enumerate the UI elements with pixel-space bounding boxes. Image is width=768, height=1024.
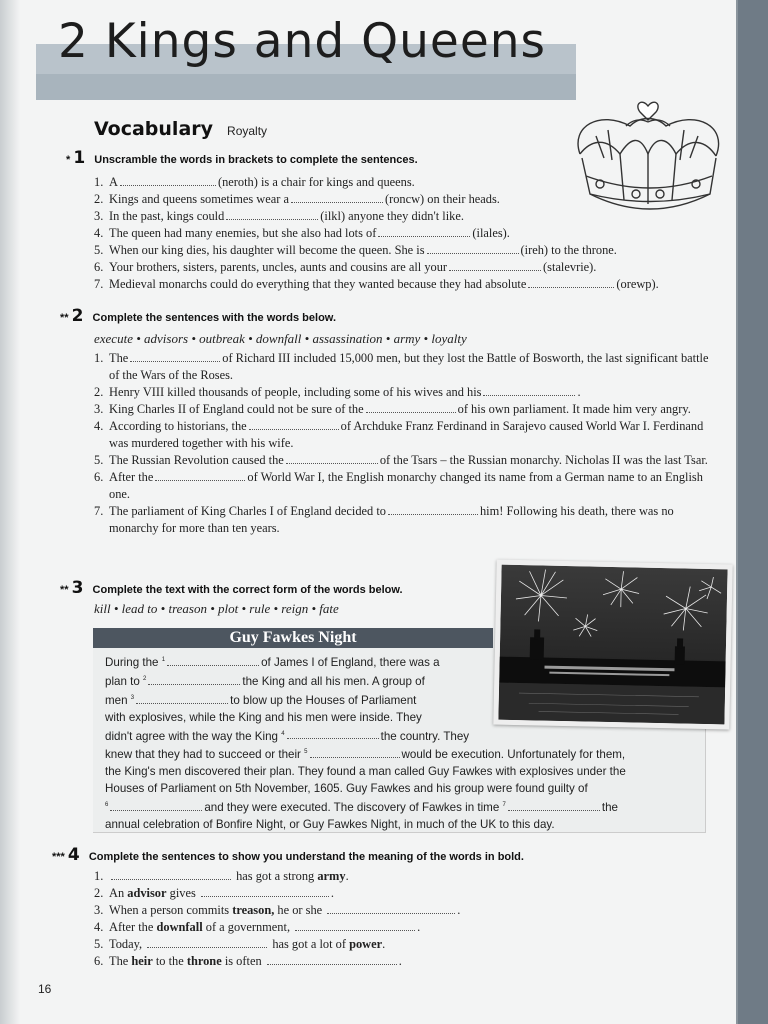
exercise-1-heading: [66, 148, 418, 168]
exercise-number: 2: [71, 306, 84, 326]
difficulty-stars: ***: [52, 851, 65, 863]
word-bank: kill • lead to • treason • plot • rule • reign • fate: [94, 601, 339, 616]
exercise-2-heading: [60, 306, 336, 326]
answer-blank[interactable]: [310, 747, 400, 758]
list-item: 5. When our king dies, his daughter will become the queen. She is (ireh) to the throne.: [94, 243, 617, 257]
vocabulary-heading: [94, 118, 267, 140]
word-bank: execute • advisors • outbreak • downfall • assassination • army • loyalty: [94, 331, 467, 346]
answer-blank[interactable]: [130, 351, 220, 362]
exercise-instruction: Complete the sentences with the words below.: [92, 312, 336, 324]
answer-blank[interactable]: [201, 886, 329, 897]
fireworks-photo: [493, 560, 732, 730]
answer-blank[interactable]: [287, 728, 379, 739]
exercise-instruction: Complete the sentences to show you understand the meaning of the words in bold.: [88, 851, 524, 863]
answer-blank[interactable]: [291, 192, 383, 203]
difficulty-stars: **: [60, 584, 69, 596]
answer-blank[interactable]: [167, 655, 259, 666]
list-item: 7. Medieval monarchs could do everything that they wanted because they had absolute (orewp).: [94, 277, 659, 291]
list-item: 1. has got a strong army.: [94, 869, 349, 883]
exercise-instruction: Unscramble the words in brackets to complete the sentences.: [94, 154, 418, 166]
exercise-4-list: [94, 868, 460, 970]
exercise-number: 1: [73, 148, 86, 168]
list-item: 3. When a person commits treason, he or she .: [94, 903, 461, 917]
exercise-3-heading: [60, 578, 403, 598]
reading-text: During the $^1$ of James I of England, there was a plan to $^2$ the King and all his men. A group of men $^3$ to blow up the Houses of Parliament with explosives, while the King and his men were inside. They didn't agree with the way the King $^4$ the country. They knew that they had to succeed or their $^5$ would be execution. Unfortunately for them, the King's men discovered their plan. They found a man called Guy Fawkes with explosives under the Houses of Parliament on 5th November, 1605. Guy Fawkes and his group were found guilty of $^6$ and they were executed. The discovery of Fawkes in time $^7$ the annual celebration of Bonfire Night, or Guy Fawkes Night, in much of the UK to this day.: [105, 655, 626, 832]
exercise-number: 4: [67, 845, 80, 865]
page-number: 16: [38, 982, 52, 996]
list-item: 3. King Charles II of England could not be sure of the of his own parliament. It made him very angry.: [94, 402, 691, 416]
answer-blank[interactable]: [528, 277, 614, 288]
list-item: 5. The Russian Revolution caused the of the Tsars – the Russian monarchy. Nicholas II was the last Tsar.: [94, 453, 708, 467]
vocabulary-topic: Royalty: [227, 124, 268, 138]
answer-blank[interactable]: [286, 453, 378, 464]
title-band-shade: [36, 74, 576, 100]
answer-blank[interactable]: [449, 260, 541, 271]
answer-blank[interactable]: [147, 937, 267, 948]
difficulty-stars: *: [66, 154, 71, 166]
answer-blank[interactable]: [148, 674, 240, 685]
reading-title: Guy Fawkes Night: [93, 628, 493, 648]
exercise-4-heading: [52, 845, 524, 865]
list-item: 2. Kings and queens sometimes wear a (roncw) on their heads.: [94, 192, 500, 206]
answer-blank[interactable]: [120, 175, 216, 186]
answer-blank[interactable]: [388, 504, 478, 515]
exercise-1-list: [94, 174, 659, 293]
answer-blank[interactable]: [155, 470, 245, 481]
list-item: 6. The heir to the throne is often .: [94, 954, 402, 968]
list-item: 4. According to historians, the of Archduke Franz Ferdinand in Sarajevo caused World War I. Ferdinand was murdered together with his wife.: [94, 419, 704, 450]
list-item: 2. An advisor gives .: [94, 886, 334, 900]
answer-blank[interactable]: [295, 920, 415, 931]
answer-blank[interactable]: [226, 209, 318, 220]
list-item: 6. Your brothers, sisters, parents, uncles, aunts and cousins are all your (stalevrie).: [94, 260, 597, 274]
answer-blank[interactable]: [366, 402, 456, 413]
list-item: 1. The of Richard III included 15,000 men, but they lost the Battle of Bosworth, the last significant battle of the Wars of the Roses.: [94, 351, 709, 382]
exercise-2-list: [94, 350, 709, 537]
chapter-title: 2 Kings and Queens: [58, 14, 547, 69]
answer-blank[interactable]: [249, 419, 339, 430]
list-item: 7. The parliament of King Charles I of England decided to him! Following his death, there was no monarchy for more than ten years.: [94, 504, 674, 535]
answer-blank[interactable]: [483, 385, 575, 396]
answer-blank[interactable]: [378, 226, 470, 237]
list-item: 4. After the downfall of a government, .: [94, 920, 421, 934]
list-item: 5. Today, has got a lot of power.: [94, 937, 386, 951]
list-item: 2. Henry VIII killed thousands of people, including some of his wives and his .: [94, 385, 581, 399]
list-item: 4. The queen had many enemies, but she also had lots of (ilales).: [94, 226, 510, 240]
exercise-instruction: Complete the text with the correct form of the words below.: [92, 584, 403, 596]
answer-blank[interactable]: [508, 800, 600, 811]
answer-blank[interactable]: [327, 903, 455, 914]
exercise-number: 3: [71, 578, 84, 598]
answer-blank[interactable]: [427, 243, 519, 254]
list-item: 1. A (neroth) is a chair for kings and queens.: [94, 175, 415, 189]
list-item: 3. In the past, kings could (ilkl) anyone they didn't like.: [94, 209, 464, 223]
answer-blank[interactable]: [110, 800, 202, 811]
vocabulary-label: Vocabulary: [94, 118, 214, 140]
answer-blank[interactable]: [136, 693, 228, 704]
list-item: 6. After the of World War I, the English monarchy changed its name from a German name to an English one.: [94, 470, 703, 501]
answer-blank[interactable]: [267, 954, 397, 965]
difficulty-stars: **: [60, 312, 69, 324]
fireworks-image: [498, 565, 727, 725]
answer-blank[interactable]: [111, 869, 231, 880]
